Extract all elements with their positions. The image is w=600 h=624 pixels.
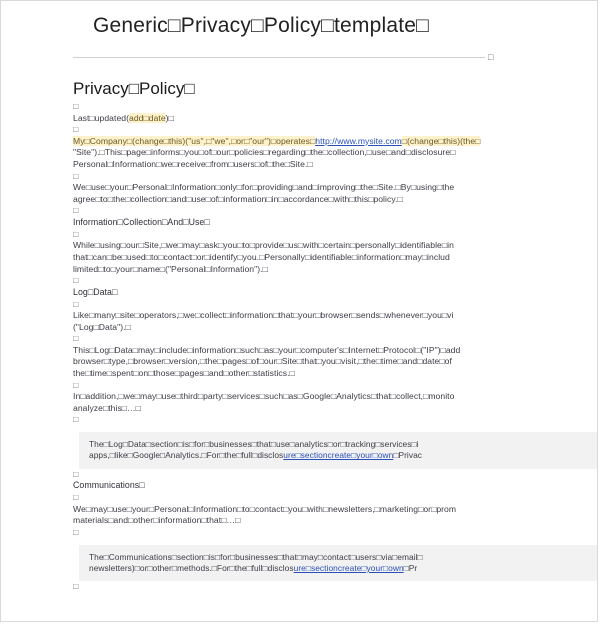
full-disclosure-section-link[interactable]: ure□section <box>283 450 328 461</box>
note-communications-line2-text: newsletters)□or□other□methods.□For□the□full□disclos <box>89 563 294 574</box>
paragraph-third-party-line1: In□addition,□we□may□use□third□party□services□such□as□Google□Analytics□that□collect,□monito <box>73 391 455 402</box>
create-your-own-link[interactable]: create□your□own <box>337 563 404 574</box>
blank-line: □ <box>73 205 79 216</box>
full-disclosure-section-link[interactable]: ure□section <box>293 563 338 574</box>
document-content-area <box>1 1 598 622</box>
blank-line: □ <box>73 333 79 344</box>
note-communications-line2-tail: □Pr <box>403 563 418 574</box>
paragraph-log-details-line3: the□time□spent□on□those□pages□and□other□statistics.□ <box>73 368 295 379</box>
paragraph-while-using-line2: that□can□be□used□to□contact□or□identify□you.□Personally□identifiable□information□may□includ <box>73 251 450 262</box>
heading-communications: Communications□ <box>73 480 145 491</box>
title-divider-row <box>73 51 503 65</box>
blank-line: □ <box>73 101 79 111</box>
document-body <box>1 65 598 593</box>
callout-log-data-note <box>79 432 598 469</box>
heading-log-data: Log□Data□ <box>73 286 118 297</box>
paragraph-intro-line3: Personal□Information□we□receive□from□users□of□the□Site.□ <box>73 158 313 169</box>
heading-privacy-policy: Privacy□Policy□ <box>73 79 195 98</box>
blank-line: □ <box>73 414 79 425</box>
paragraph-log-data-line2: ("Log□Data").□ <box>73 321 131 332</box>
callout-communications-note <box>79 545 598 582</box>
blank-line: □ <box>73 298 79 309</box>
note-communications-line1: The□Communications□section□is□for□businesses□that□may□contact□users□via□email□ <box>89 551 423 562</box>
note-log-data-line2-text: apps,□like□Google□Analytics.□For□the□full□disclos <box>89 450 284 461</box>
last-updated-highlight: add□date <box>129 112 166 123</box>
missing-glyph-box-icon: □ <box>488 52 494 62</box>
paragraph-communications-line1: We□may□use□your□Personal□Information□to□contact□you□with□newsletters,□marketing□or□prom <box>73 503 457 514</box>
paragraph-log-details-line1: This□Log□Data□may□include□information□such□as□your□computer's□Internet□Protocol□("IP")□add <box>73 344 461 355</box>
blank-line: □ <box>73 275 79 286</box>
last-updated-suffix: )□ <box>165 112 174 123</box>
note-log-data-line2-tail: □Privac <box>393 450 423 461</box>
blank-line: □ <box>73 228 79 239</box>
note-log-data-line2 <box>89 450 598 461</box>
paragraph-use-line2: agree□to□the□collection□and□use□of□information□in□accordance□with□this□policy.□ <box>73 193 403 204</box>
blank-line: □ <box>73 379 79 390</box>
note-log-data-line1: The□Log□Data□section□is□for□businesses□that□use□analytics□or□tracking□services□i <box>89 439 419 450</box>
page-title: Generic□Privacy□Policy□template□ <box>92 14 430 37</box>
paragraph-log-data-line1: Like□many□site□operators,□we□collect□information□that□your□browser□sends□whenever□you□vi <box>73 310 454 321</box>
blank-line: □ <box>73 468 79 479</box>
intro-company-highlight: My□Company□(change□this)("us",□"we",□or□"our")□operates□ <box>73 135 316 146</box>
paragraph-communications-line2: materials□and□other□information□that□…□ <box>73 515 241 526</box>
blank-line: □ <box>73 170 79 181</box>
blank-line: □ <box>73 124 79 135</box>
mysite-url-link[interactable]: http://www.mysite.com <box>315 135 402 146</box>
paragraph-while-using-line3: limited□to□your□name□("Personal□Information").□ <box>73 263 268 274</box>
horizontal-rule <box>73 57 485 58</box>
paragraph-use-line1: We□use□your□Personal□Information□only□for□providing□and□improving□the□Site.□By□using□the <box>73 182 455 193</box>
paragraph-intro <box>73 136 598 148</box>
paragraph-third-party-line2: analyze□this□…□ <box>73 402 141 413</box>
blank-line: □ <box>73 492 79 503</box>
paragraph-log-details-line2: browser□type,□browser□version,□the□pages□of□our□Site□that□you□visit,□the□time□and□date□of <box>73 356 452 367</box>
last-updated-prefix: Last□updated( <box>73 112 130 123</box>
blank-line: □ <box>73 527 79 538</box>
paragraph-while-using-line1: While□using□our□Site,□we□may□ask□you□to□provide□us□with□certain□personally□identifiable□in <box>73 240 454 251</box>
last-updated-line <box>73 113 598 125</box>
intro-change-this-highlight: □(change□this)(the□ <box>401 135 481 146</box>
paragraph-intro-line2: "Site").□This□page□informs□you□of□our□policies□regarding□the□collection,□use□and□disclosure□ <box>73 147 456 158</box>
blank-line: □ <box>73 581 79 592</box>
heading-information-collection-and-use: Information□Collection□And□Use□ <box>73 216 210 227</box>
note-communications-line2 <box>89 563 598 574</box>
create-your-own-link[interactable]: create□your□own <box>327 450 394 461</box>
